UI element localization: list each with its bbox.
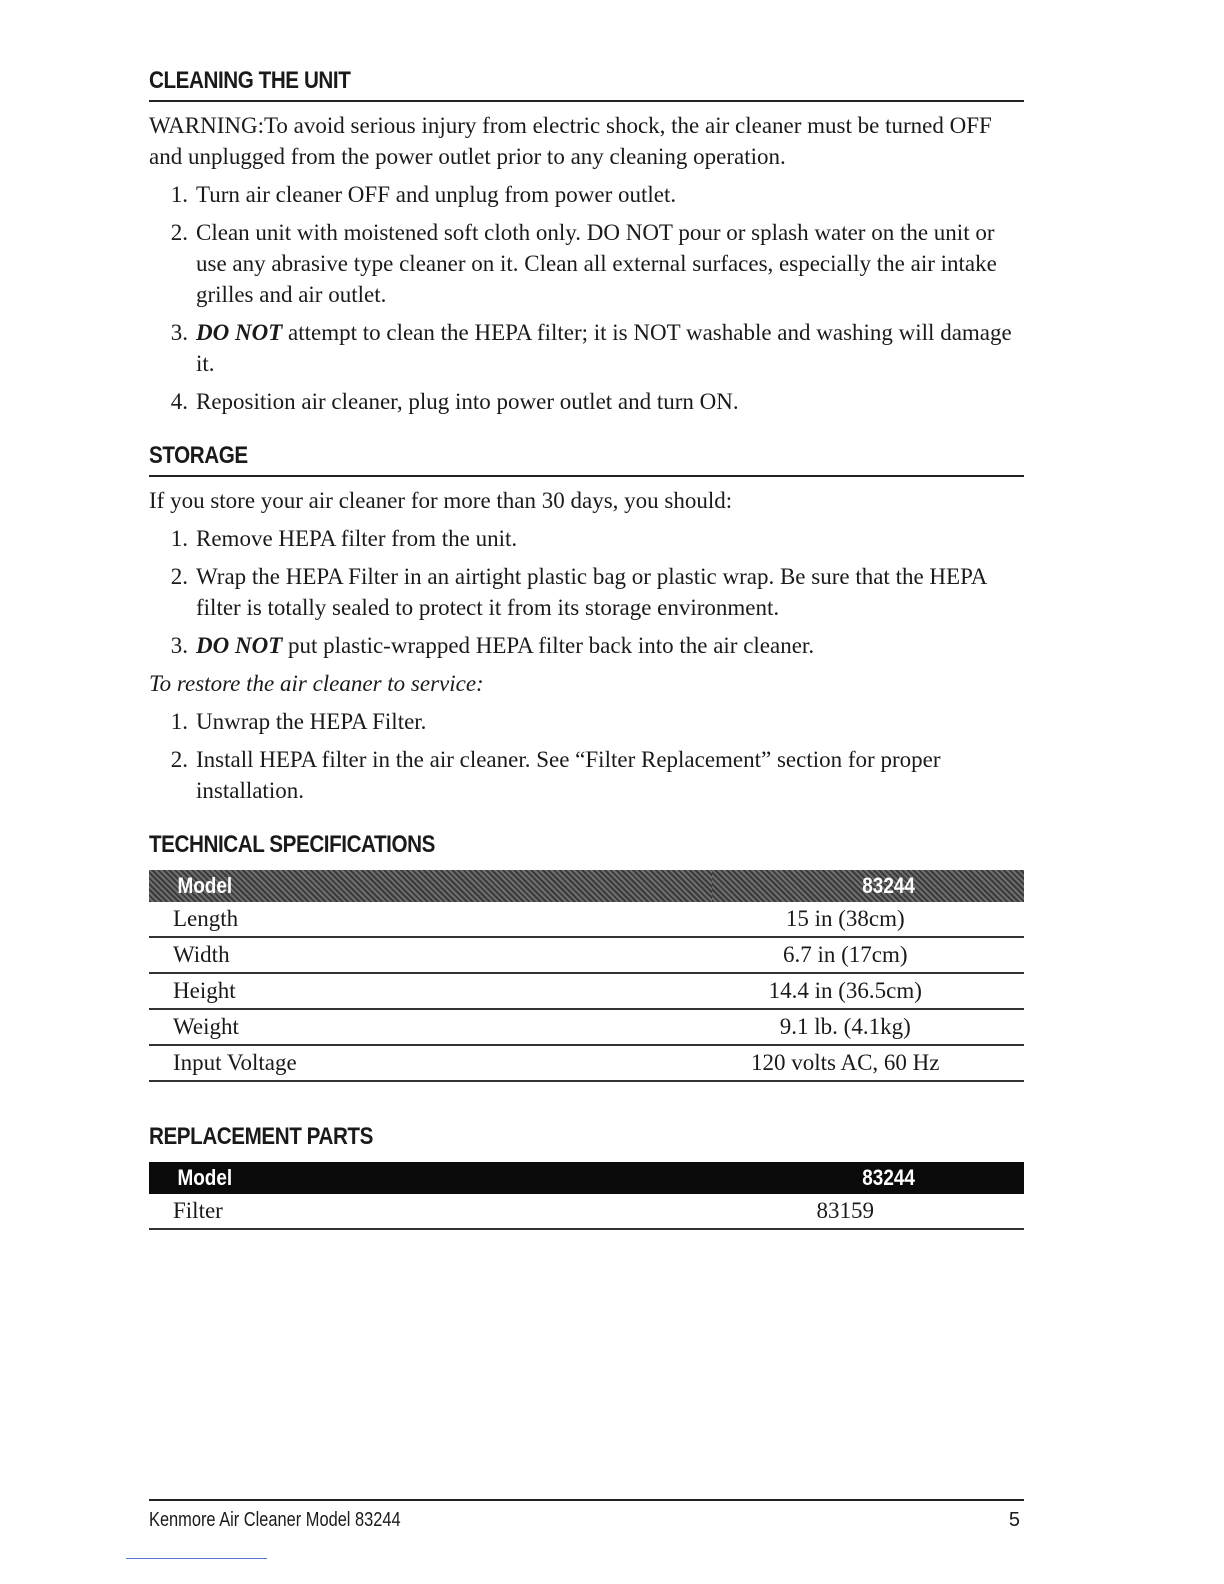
cleaning-title: CLEANING THE UNIT [149,67,351,94]
cleaning-title-rule [149,66,1024,102]
cleaning-warning: WARNING:To avoid serious injury from electric shock, the air cleaner must be turned OFF and unplugged from the power outlet prior to any cleaning operation. [149,113,992,169]
storage-steps [149,523,1024,661]
page-number: 5 [1008,1509,1020,1531]
list-item: 4. Reposition air cleaner, plug into power outlet and turn ON. [170,389,739,414]
model-number-header: 83244 [862,1165,916,1190]
table-row: Height 14.4 in (36.5cm) [149,973,1024,1009]
table-row: Filter 83159 [149,1194,1024,1229]
model-header: Model [177,1165,233,1190]
model-header: Model [177,873,233,898]
list-item: 2. Clean unit with moistened soft cloth only. DO NOT pour or splash water on the unit or use any abrasive type cleaner on it. Clean all external surfaces, especially the air intake grilles and air outlet. [170,220,997,307]
table-row: Weight 9.1 lb. (4.1kg) [149,1009,1024,1045]
list-item: 1. Unwrap the HEPA Filter. [170,709,427,734]
storage-intro: If you store your air cleaner for more than 30 days, you should: [149,488,733,513]
table-row: Input Voltage 120 volts AC, 60 Hz [149,1045,1024,1081]
list-item: 3. DO NOT attempt to clean the HEPA filter; it is NOT washable and washing will damage it. [170,320,1012,376]
tech-spec-table [149,870,1024,1082]
list-item: 2. Install HEPA filter in the air cleaner. See “Filter Replacement” section for proper installation. [170,747,941,803]
table-header-row [149,870,1024,902]
tech-title: TECHNICAL SPECIFICATIONS [149,831,435,858]
list-item: 1. Turn air cleaner OFF and unplug from power outlet. [170,182,677,207]
list-item: 1. Remove HEPA filter from the unit. [170,526,518,551]
do-not-emphasis: DO NOT [196,320,283,345]
table-row: Width 6.7 in (17cm) [149,937,1024,973]
restore-heading: To restore the air cleaner to service: [149,671,484,696]
list-item: 2. Wrap the HEPA Filter in an airtight plastic bag or plastic wrap. Be sure that the HEPA filter is totally sealed to protect it from its storage environment. [170,564,987,620]
table-row: Length 15 in (38cm) [149,902,1024,937]
restore-steps [149,706,1024,806]
page-footer [149,1499,1024,1532]
parts-title: REPLACEMENT PARTS [149,1123,373,1150]
footer-title: Kenmore Air Cleaner Model 83244 [149,1509,401,1531]
storage-title-rule [149,441,1024,477]
storage-title: STORAGE [149,442,248,469]
list-item: 3. DO NOT put plastic-wrapped HEPA filter back into the air cleaner. [170,633,815,658]
document-page [149,66,1024,1230]
replacement-parts-table [149,1162,1024,1230]
cleaning-steps [149,179,1024,417]
do-not-emphasis: DO NOT [196,633,283,658]
model-number-header: 83244 [862,873,916,898]
scan-edge-mark [126,1558,267,1559]
table-header-row [149,1162,1024,1194]
